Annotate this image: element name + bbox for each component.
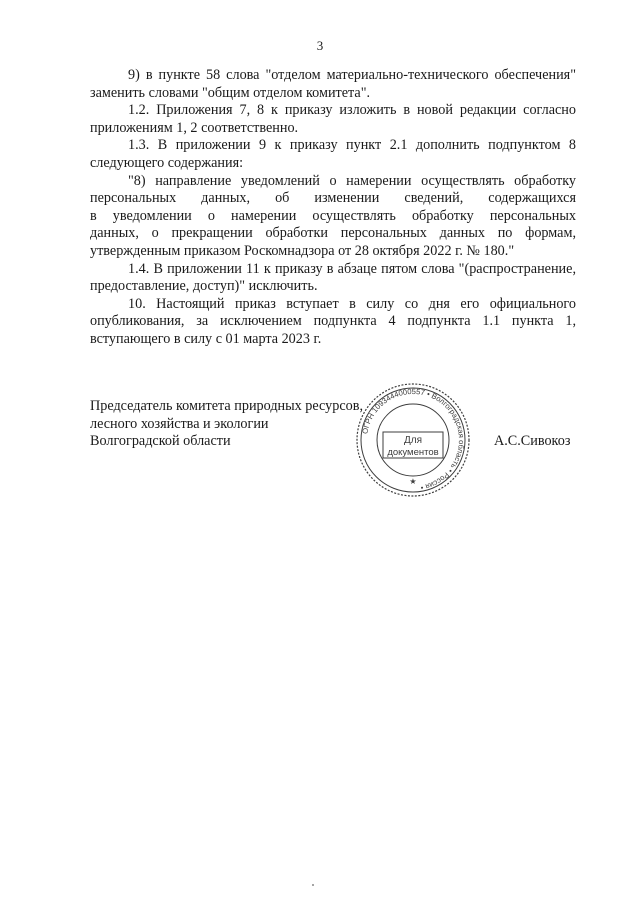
stamp-center-text: документов [387, 447, 439, 458]
quoted-subparagraph [90, 173, 576, 261]
document-body [90, 67, 576, 349]
position-line: Волгоградской области [90, 433, 231, 450]
stamp-ring-text: ОГРН 1093444000557 • Волгоградская область • Россия • [360, 386, 467, 493]
paragraph-9: 9) в пункте 58 слова "отделом материально-технического обеспечения" заменить словами "общим отделом комитета". [90, 67, 576, 101]
quote-line: утвержденным приказом Роскомнадзора от 28 октября 2022 г. № 180." [90, 242, 515, 259]
quote-line: персональных данных, об изменении сведений, содержащихся [90, 190, 576, 207]
paragraph-1-2: 1.2. Приложения 7, 8 к приказу изложить в новой редакции согласно приложениям 1, 2 соответственно. [90, 102, 576, 136]
position-line: Председатель комитета природных ресурсов, [90, 398, 363, 414]
paragraph-10: 10. Настоящий приказ вступает в силу со дня его официального опубликования, за исключением подпункта 4 подпункта 1.1 пункта 1, вступающего в силу с 01 марта 2023 г. [90, 295, 576, 347]
quote-line: данных, о прекращении обработки персональных данных по формам, [90, 225, 576, 242]
stamp-star-icon: ★ [409, 477, 417, 486]
quote-line: "8) направление уведомлений о намерении осуществлять обработку [128, 172, 576, 189]
stamp-center-text: Для [403, 435, 423, 446]
quote-line: в уведомлении о намерении осуществлять обработку персональных [90, 207, 576, 224]
paragraph-1-4: 1.4. В приложении 11 к приказу в абзаце пятом слова "(распространение, предоставление, доступ)" исключить. [90, 260, 576, 295]
page-number: 3 [316, 38, 324, 53]
paragraph-1-3: 1.3. В приложении 9 к приказу пункт 2.1 дополнить подпунктом 8 следующего содержания: [90, 137, 576, 171]
signatory-name: А.С.Сивокоз [494, 433, 571, 449]
position-line: лесного хозяйства и экологии [90, 415, 269, 432]
official-stamp [333, 380, 493, 500]
scan-speck [312, 884, 314, 886]
